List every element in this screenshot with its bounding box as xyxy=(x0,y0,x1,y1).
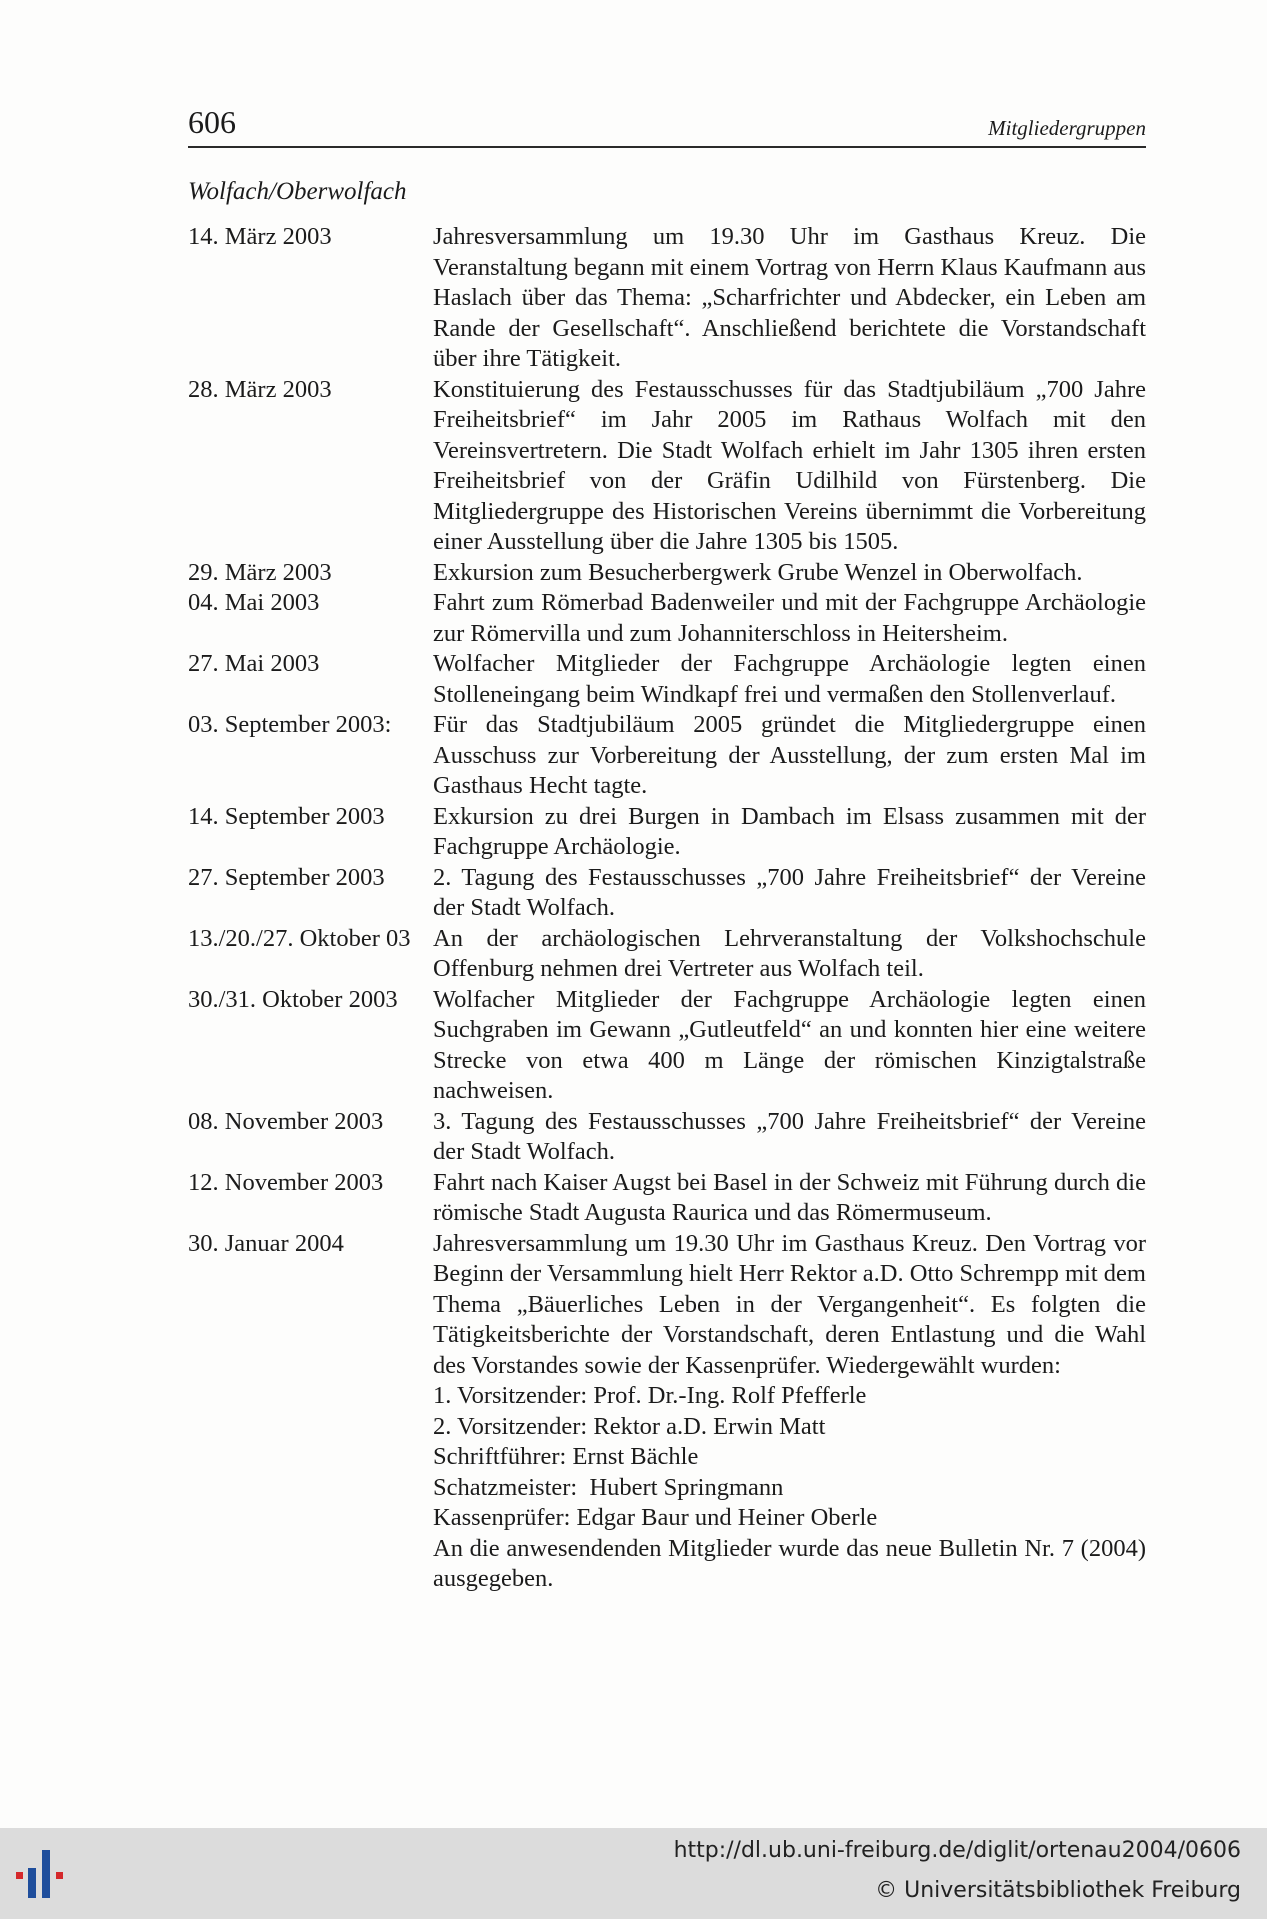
entry-text: Wolfacher Mitglieder der Fachgruppe Archäologie legten einen Stolleneingang beim Windkapf frei und vermaßen den Stollenverlauf. xyxy=(433,650,1146,708)
entry-date: 04. Mai 2003 xyxy=(188,589,320,616)
chronicle-entry xyxy=(188,710,1146,802)
chronicle-entry xyxy=(188,924,1146,985)
entry-text: Wolfacher Mitglieder der Fachgruppe Archäologie legten einen Suchgraben im Gewann „Gutleutfeld“ an und konnten hier eine weitere Strecke von etwa 400 m Länge der römischen Kinzigtalstraße nachweisen. xyxy=(433,985,1146,1104)
entry-date: 27. September 2003 xyxy=(188,863,385,891)
entry-text: 3. Tagung des Festausschusses „700 Jahre Freiheitsbrief“ der Vereine der Stadt Wolfach. xyxy=(433,1107,1146,1165)
entry-text: Exkursion zum Besucherbergwerk Grube Wenzel in Oberwolfach. xyxy=(433,558,1083,586)
board-member-line: 2. Vorsitzender: Rektor a.D. Erwin Matt xyxy=(433,1412,826,1440)
board-member-line: Kassenprüfer: Edgar Baur und Heiner Oberle xyxy=(433,1504,878,1531)
entry-date: 30. Januar 2004 xyxy=(188,1229,344,1257)
source-url[interactable]: http://dl.ub.uni-freiburg.de/diglit/ortenau2004/0606 xyxy=(673,1838,1241,1863)
entry-text: Fahrt zum Römerbad Badenweiler und mit der Fachgruppe Archäologie zur Römervilla und zum Johanniterschloss in Heitersheim. xyxy=(433,589,1146,647)
chronicle-entry xyxy=(188,649,1146,710)
page-header xyxy=(188,100,1146,148)
entry-date: 08. November 2003 xyxy=(188,1107,384,1135)
entry-text: An der archäologischen Lehrveranstaltung der Volkshochschule Offenburg nehmen drei Vertreter aus Wolfach teil. xyxy=(433,924,1146,982)
entry-text: Jahresversammlung um 19.30 Uhr im Gasthaus Kreuz. Den Vortrag vor Beginn der Versammlung hielt Herr Rektor a.D. Otto Schrempp mit dem Thema „Bäuerliches Leben in der Vergangenheit“. Es folgten die Tätigkeitsberichte der Vorstandschaft, deren Entlastung und die Wahl des Vorstandes sowie der Kassenprüfer. Wiedergewählt wurden: xyxy=(433,1229,1146,1379)
board-member-line: Schriftführer: Ernst Bächle xyxy=(433,1443,699,1470)
chronicle-entry xyxy=(188,863,1146,924)
entry-text: Jahresversammlung um 19.30 Uhr im Gasthaus Kreuz. Die Veranstaltung begann mit einem Vortrag von Herrn Klaus Kaufmann aus Haslach über das Thema: „Scharfrichter und Abdecker, ein Leben am Rande der Gesellschaft“. Anschließend berichtete die Vorstandschaft über ihre Tätigkeit. xyxy=(433,223,1146,372)
entry-text-block xyxy=(433,1229,1146,1595)
chronicle-entry xyxy=(188,222,1146,375)
entry-text: Für das Stadtjubiläum 2005 gründet die Mitgliedergruppe einen Ausschuss zur Vorbereitung der Ausstellung, der zum ersten Mal im Gasthaus Hecht tagte. xyxy=(433,711,1146,799)
chronicle-entry xyxy=(188,558,1146,589)
board-member-line: 1. Vorsitzender: Prof. Dr.-Ing. Rolf Pfefferle xyxy=(433,1382,867,1409)
chronicle-entry xyxy=(188,1168,1146,1229)
entry-date: 14. September 2003 xyxy=(188,802,385,830)
library-logo-icon xyxy=(14,1842,80,1906)
chronicle-entries xyxy=(188,222,1146,1595)
entry-date: 13./20./27. Oktober 03 xyxy=(188,924,411,952)
copyright-notice: © Universitätsbibliothek Freiburg xyxy=(875,1878,1241,1903)
board-member-line: Schatzmeister: Hubert Springmann xyxy=(433,1473,784,1501)
chronicle-entry xyxy=(188,1229,1146,1595)
running-head: Mitgliedergruppen xyxy=(988,116,1146,140)
page-number: 606 xyxy=(188,104,236,140)
library-footer xyxy=(0,1828,1267,1919)
entry-date: 03. September 2003: xyxy=(188,711,392,738)
entry-text: Konstituierung des Festausschusses für das Stadtjubiläum „700 Jahre Freiheitsbrief“ im Jahr 2005 im Rathaus Wolfach mit den Vereinsvertretern. Die Stadt Wolfach erhielt im Jahr 1305 ihren ersten Freiheitsbrief von der Gräfin Udilhild von Fürstenberg. Die Mitgliedergruppe des Historischen Vereins übernimmt die Vorbereitung einer Ausstellung über die Jahre 1305 bis 1505. xyxy=(433,375,1146,555)
section-title: Wolfach/Oberwolfach xyxy=(188,178,407,205)
chronicle-entry xyxy=(188,375,1146,558)
chronicle-entry xyxy=(188,588,1146,649)
chronicle-entry xyxy=(188,802,1146,863)
entry-closing-text: An die anwesendenden Mitglieder wurde das neue Bulletin Nr. 7 (2004) ausgegeben. xyxy=(433,1534,1146,1592)
entry-date: 28. März 2003 xyxy=(188,375,332,403)
chronicle-entry xyxy=(188,985,1146,1107)
entry-date: 29. März 2003 xyxy=(188,558,332,586)
entry-text: 2. Tagung des Festausschusses „700 Jahre Freiheitsbrief“ der Vereine der Stadt Wolfach. xyxy=(433,863,1146,921)
entry-date: 27. Mai 2003 xyxy=(188,650,320,677)
entry-date: 30./31. Oktober 2003 xyxy=(188,985,398,1013)
entry-text: Fahrt nach Kaiser Augst bei Basel in der Schweiz mit Führung durch die römische Stadt Augusta Raurica und das Römermuseum. xyxy=(433,1168,1146,1226)
chronicle-entry xyxy=(188,1107,1146,1168)
entry-date: 12. November 2003 xyxy=(188,1168,384,1196)
entry-text: Exkursion zu drei Burgen in Dambach im Elsass zusammen mit der Fachgruppe Archäologie. xyxy=(433,802,1146,860)
entry-date: 14. März 2003 xyxy=(188,223,332,250)
